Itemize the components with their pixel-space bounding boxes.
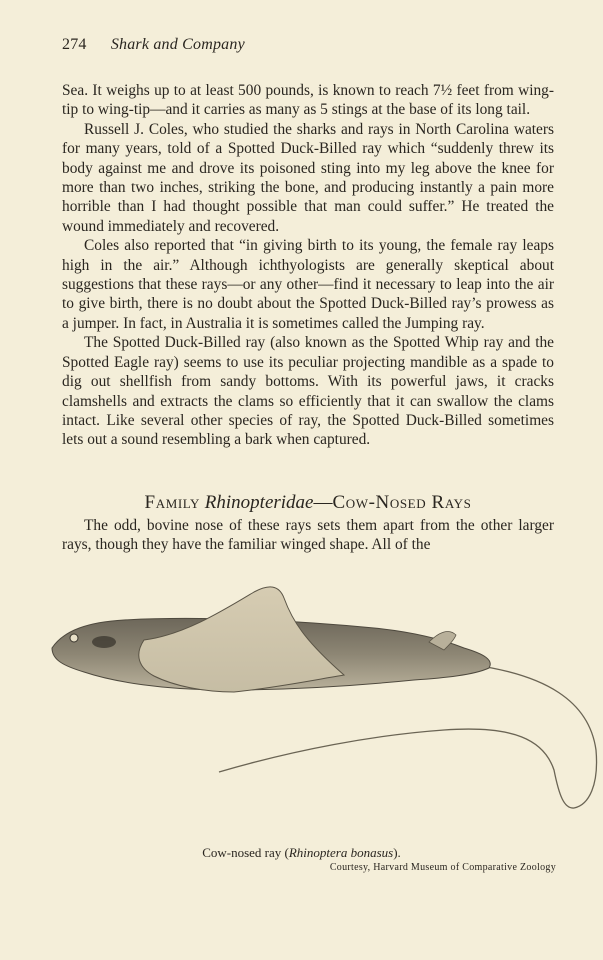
paragraph: Sea. It weighs up to at least 500 pounds, is known to reach 7½ feet from wing-tip to wing-tip—and it carries as many as 5 stings at the base of its long tail. — [62, 82, 554, 119]
heading-dash: — — [313, 492, 333, 513]
paragraph: The odd, bovine nose of these rays sets them apart from the other larger rays, though they have the familiar winged shape. All of the — [62, 517, 554, 554]
body-text — [62, 81, 554, 450]
paragraph: Russell J. Coles, who studied the sharks and rays in North Carolina waters for many years, told of a Spotted Duck-Billed ray which “suddenly threw its body against me and drove its poisoned sting into my leg above the knee for more than two inches, striking the bone, and producing instantly a pain more horrible than I had thought possible that man could suffer.” He treated the wound immediately and recovered. — [62, 120, 554, 235]
figure-caption — [0, 845, 603, 861]
caption-prefix: Cow-nosed ray ( — [202, 845, 289, 860]
paragraph: Coles also reported that “in giving birth to its young, the female ray leaps high in the air.” Although ichthyologists are generally skeptical about suggestions that these rays—or any other—find it necessary to leap into the air to give birth, there is no doubt about the Spotted Duck-Billed ray’s prowess as a jumper. In fact, in Australia it is sometimes called the Jumping ray. — [62, 237, 554, 332]
caption-species: Rhinoptera bonasus — [288, 845, 394, 860]
section-heading — [62, 492, 554, 514]
family-label: Family — [144, 492, 201, 513]
running-title: Shark and Company — [110, 36, 245, 53]
page-number: 274 — [62, 36, 87, 53]
ray-eye — [70, 634, 78, 642]
family-name: Rhinopteridae — [204, 492, 314, 513]
paragraph: The Spotted Duck-Billed ray (also known as the Spotted Whip ray and the Spotted Eagle ray) seems to use its peculiar projecting mandible as a spade to dig out shellfish from sandy bottoms. With its powerful jaws, it cracks clamshells and extracts the clams so efficiently that it can swallow the clams intact. Like several other species of ray, the Spotted Duck-Billed sometimes lets out a sound resembling a bark when captured. — [62, 334, 554, 449]
figure-credit: Courtesy, Harvard Museum of Comparative Zoology — [329, 862, 556, 873]
running-header — [62, 36, 245, 54]
common-name: Cow-Nosed Rays — [332, 492, 472, 513]
ray-drawing — [44, 580, 603, 840]
caption-suffix: ). — [393, 845, 401, 860]
section-body — [62, 516, 554, 555]
ray-spiracle — [92, 636, 116, 648]
cow-nosed-ray-illustration — [44, 580, 603, 840]
